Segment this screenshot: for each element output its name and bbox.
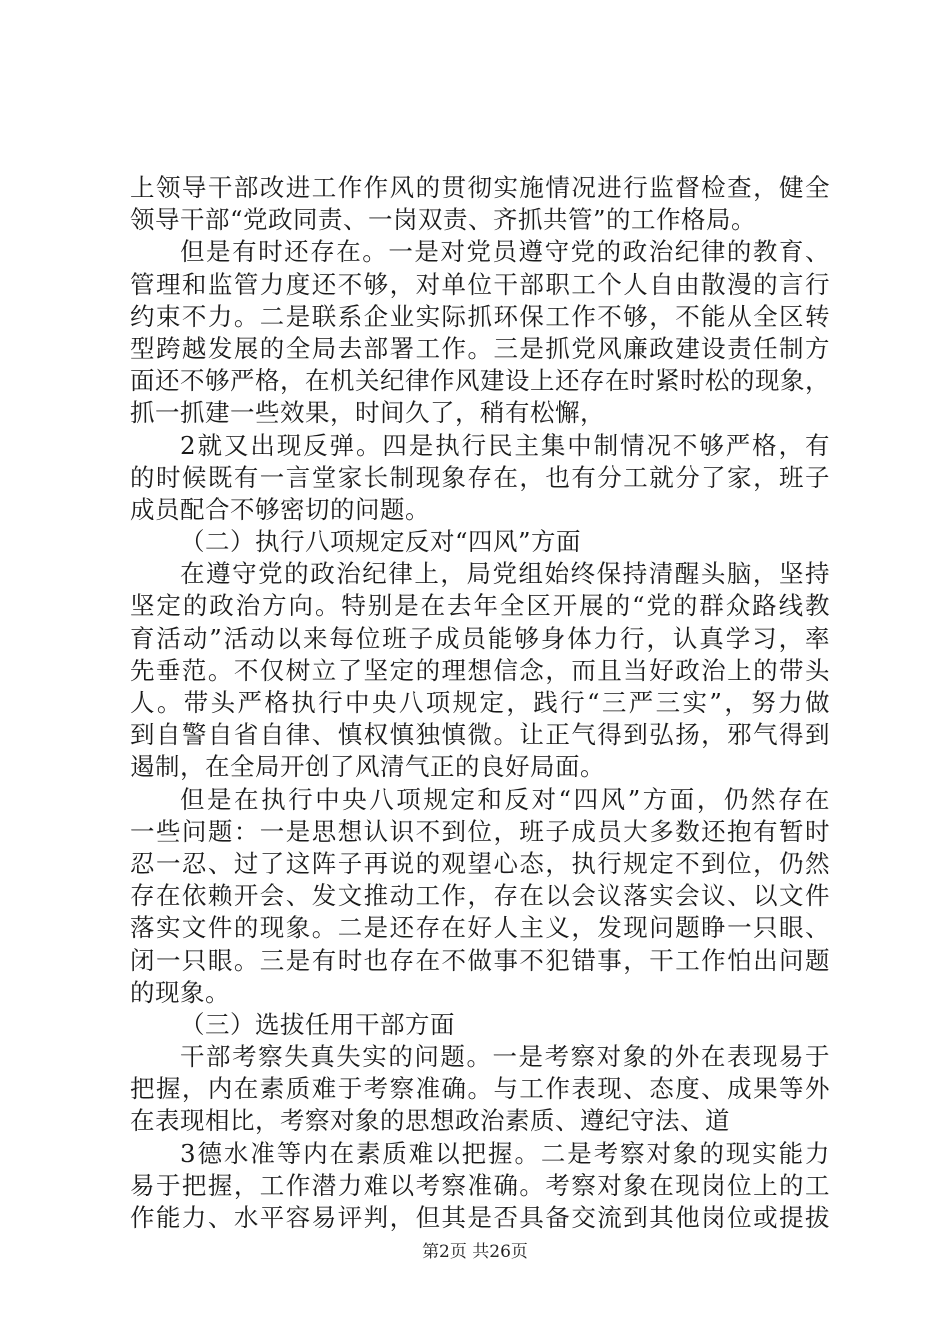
section-heading: （三）选拔任用干部方面 bbox=[180, 1009, 455, 1039]
text-line: 易于把握，工作潜力难以考察准确。考察对象在现岗位上的工 bbox=[130, 1170, 830, 1200]
text-line: 成员配合不够密切的问题。 bbox=[130, 494, 430, 524]
text-line: 型跨越发展的全局去部署工作。三是抓党风廉政建设责任制方 bbox=[130, 333, 830, 363]
text-line: 忍一忍、过了这阵子再说的观望心态，执行规定不到位，仍然 bbox=[130, 848, 830, 878]
text-line: 在表现相比，考察对象的思想政治素质、遵纪守法、道 bbox=[130, 1106, 730, 1136]
text-line: 把握，内在素质难于考察准确。与工作表现、态度、成果等外 bbox=[130, 1074, 830, 1104]
text-line: 遏制，在全局开创了风清气正的良好局面。 bbox=[130, 752, 605, 782]
text-line: 作能力、水平容易评判，但其是否具备交流到其他岗位或提拔 bbox=[130, 1203, 830, 1232]
text-line: 2就又出现反弹。四是执行民主集中制情况不够严格，有 bbox=[180, 430, 830, 460]
text-line: 先垂范。不仅树立了坚定的理想信念，而且当好政治上的带头 bbox=[130, 655, 830, 685]
text-line: 的时候既有一言堂家长制现象存在，也有分工就分了家，班子 bbox=[130, 462, 830, 492]
text-line: 3德水准等内在素质难以把握。二是考察对象的现实能力 bbox=[180, 1138, 830, 1168]
text-line: 到自警自省自律、慎权慎独慎微。让正气得到弘扬，邪气得到 bbox=[130, 720, 830, 750]
text-line: 但是有时还存在。一是对党员遵守党的政治纪律的教育、 bbox=[180, 237, 830, 267]
text-line: 管理和监管力度还不够，对单位干部职工个人自由散漫的言行 bbox=[130, 269, 830, 299]
text-line: 育活动”活动以来每位班子成员能够身体力行，认真学习，率 bbox=[130, 623, 830, 653]
text-line: 存在依赖开会、发文推动工作，存在以会议落实会议、以文件 bbox=[130, 881, 830, 911]
text-line: 但是在执行中央八项规定和反对“四风”方面，仍然存在 bbox=[180, 784, 830, 814]
page-footer: 第2页 共26页 bbox=[422, 1242, 528, 1262]
text-line: 上领导干部改进工作作风的贯彻实施情况进行监督检查，健全 bbox=[130, 173, 830, 202]
section-heading: （二）执行八项规定反对“四风”方面 bbox=[180, 527, 582, 557]
text-line: 抓一抓建一些效果，时间久了，稍有松懈， bbox=[130, 398, 605, 428]
text-line: 闭一只眼。三是有时也存在不做事不犯错事，干工作怕出问题 bbox=[130, 945, 830, 975]
text-line: 约束不力。二是联系企业实际抓环保工作不够，不能从全区转 bbox=[130, 301, 830, 331]
text-line: 落实文件的现象。二是还存在好人主义，发现问题睁一只眼、 bbox=[130, 913, 830, 943]
text-line: 干部考察失真失实的问题。一是考察对象的外在表现易于 bbox=[180, 1042, 830, 1072]
text-line: 的现象。 bbox=[130, 977, 230, 1007]
text-line: 在遵守党的政治纪律上，局党组始终保持清醒头脑，坚持 bbox=[180, 559, 830, 589]
text-line: 一些问题：一是思想认识不到位，班子成员大多数还抱有暂时 bbox=[130, 816, 830, 846]
text-line: 领导干部“党政同责、一岗双责、齐抓共管”的工作格局。 bbox=[130, 205, 757, 235]
text-line: 人。带头严格执行中央八项规定，践行“三严三实”，努力做 bbox=[130, 688, 830, 717]
text-line: 面还不够严格，在机关纪律作风建设上还存在时紧时松的现象， bbox=[130, 366, 830, 396]
text-line: 坚定的政治方向。特别是在去年全区开展的“党的群众路线教 bbox=[130, 591, 830, 621]
body-text bbox=[130, 172, 830, 1234]
